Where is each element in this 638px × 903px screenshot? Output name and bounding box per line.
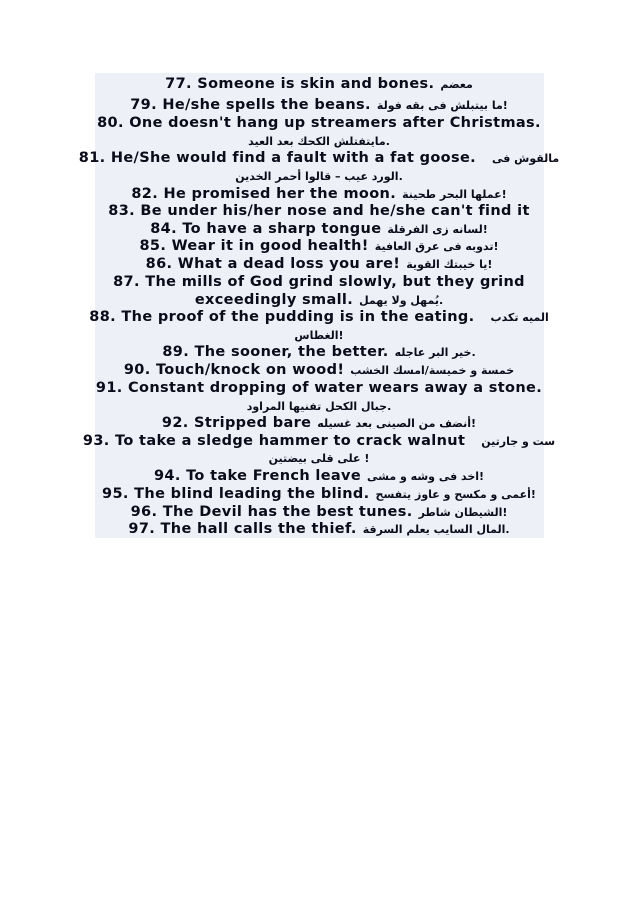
idiom-arabic: !أعمى و مكسح و عاوز يتفسح <box>375 488 536 501</box>
idiom-english: 85. Wear it in good health! <box>139 238 369 254</box>
idiom-arabic: !اخد فى وشه و مشى <box>367 470 485 483</box>
idiom-english: 84. To have a sharp tongue <box>150 221 382 237</box>
idiom-english: 81. He/She would find a fault with a fat goose. <box>78 150 477 166</box>
idiom-arabic: .مايتفتلش الكحك بعد العيد <box>248 135 390 148</box>
idiom-english: 92. Stripped bare <box>161 415 312 431</box>
idiom-arabic: !يا خيبتك القوية <box>406 258 493 271</box>
idiom-english: 95. The blind leading the blind. <box>102 486 370 502</box>
idiom-english: exceedingly small. <box>194 292 354 308</box>
idiom-english: 79. He/she spells the beans. <box>130 97 371 113</box>
idiom-english: 93. To take a sledge hammer to crack walnut <box>82 433 466 449</box>
idiom-english: 87. The mills of God grind slowly, but they grind <box>113 274 525 290</box>
idiom-line <box>0 74 638 95</box>
idiom-english: 82. He promised her the moon. <box>131 186 397 202</box>
idiom-english: 86. What a dead loss you are! <box>145 256 401 272</box>
idiom-arabic: !تدوبه فى عرق العافية <box>374 240 499 253</box>
idiom-arabic: .خير البر عاجله <box>394 346 476 359</box>
idiom-arabic: ! على قلى بيضتين <box>268 452 370 465</box>
idiom-english: 91. Constant dropping of water wears away a stone. <box>95 380 543 396</box>
idiom-english: 77. Someone is skin and bones. <box>165 76 435 92</box>
idiom-arabic: !الغطاس <box>294 329 344 342</box>
idiom-english: 83. Be under his/her nose and he/she can't find it <box>108 203 530 219</box>
idiom-arabic: مالقوش فى <box>492 152 560 165</box>
idiom-arabic: .جبال الكحل تفنيها المراود <box>246 400 392 413</box>
idiom-english: 88. The proof of the pudding is in the eating. <box>89 309 475 325</box>
idiom-english: 97. The hall calls the thief. <box>128 521 357 537</box>
idiom-arabic: معضم <box>440 78 473 91</box>
idiom-arabic: ست و جارتين <box>481 435 556 448</box>
idiom-line <box>0 519 638 540</box>
idiom-english: 80. One doesn't hang up streamers after Christmas. <box>97 115 541 131</box>
idiom-arabic: !ما بيتبلش فى بقه فولة <box>376 99 508 112</box>
idiom-arabic: الميه تكدب <box>490 311 549 324</box>
idiom-arabic: !أنضف من الصينى بعد غسيله <box>317 417 477 430</box>
idiom-english: 89. The sooner, the better. <box>162 344 389 360</box>
idiom-english: 96. The Devil has the best tunes. <box>130 504 413 520</box>
idiom-arabic: .الورد عيب – قالوا أحمر الخدين <box>235 170 403 183</box>
idiom-arabic: .المال السايب يعلم السرقة <box>362 523 510 536</box>
idiom-arabic: خمسة و خميسة/امسك الخشب <box>350 364 515 377</box>
idiom-arabic: !الشيطان شاطر <box>418 506 508 519</box>
idiom-english: 94. To take French leave <box>153 468 362 484</box>
idiom-arabic: !عملها البحر طحينة <box>402 188 507 201</box>
idiom-arabic: .يُمهل ولا يهمل <box>359 294 444 307</box>
idiom-english: 90. Touch/knock on wood! <box>123 362 345 378</box>
idiom-arabic: !لسانه زى الفرقلة <box>387 223 488 236</box>
